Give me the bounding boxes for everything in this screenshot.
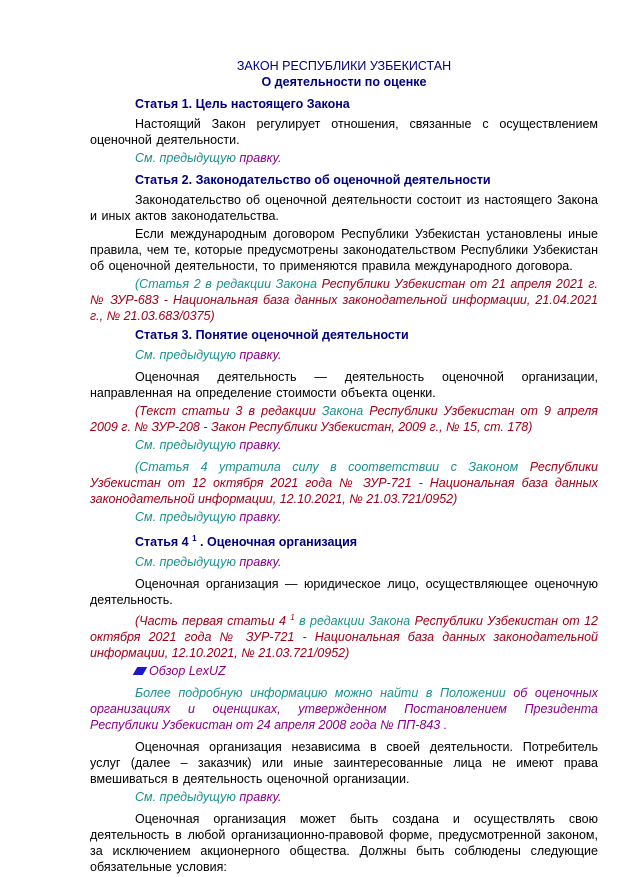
note-text: Республики Узбекистан от 21 апреля 2021 г. № ЗУР-683 - Национальная база данных законодательной информации, 21.04.2021 г., № 21.03.683/0375) xyxy=(90,277,598,323)
prev-edit-link[interactable]: правку. xyxy=(239,348,282,362)
see-label: См. предыдущую xyxy=(135,790,236,805)
see-label: См. предыдущую xyxy=(135,555,236,570)
article-3-edit-note xyxy=(90,403,598,435)
article-4-repeal-note xyxy=(90,459,598,507)
see-label: См. предыдущую xyxy=(135,348,236,362)
note-text: Республики Узбекистан от 12 октября 2021 года № ЗУР-721 - Национальная база данных законодательной информации, 12.10.2021, № 21.03.721/0952) xyxy=(90,614,598,661)
article-4-1-edit-note xyxy=(90,610,598,661)
lexuz-review-link[interactable] xyxy=(90,663,598,679)
see-label: См. предыдущую xyxy=(135,151,236,165)
law-link[interactable]: Закона xyxy=(315,404,364,418)
prev-edit-link[interactable]: правку. xyxy=(239,790,282,805)
law-title: ЗАКОН РЕСПУБЛИКИ УЗБЕКИСТАН xyxy=(236,59,452,73)
heading-text: . Оценочная организация xyxy=(196,535,358,550)
see-label: См. предыдущую xyxy=(135,510,236,524)
prev-edit-link-6[interactable] xyxy=(90,789,598,805)
article-3-heading: Статья 3. Понятие оценочной деятельности xyxy=(135,328,409,342)
law-link[interactable]: в редакции Закона xyxy=(294,614,411,629)
article-4-1-text: Оценочная организация — юридическое лицо, осуществляющее оценочную деятельность. xyxy=(90,577,598,608)
info-note xyxy=(90,685,598,733)
article-4-1-p2: Оценочная организация независима в своей деятельности. Потребитель услуг (далее – заказчик) или иные заинтересованные лица не имеют права вмешиваться в деятельность оценочной организации. xyxy=(90,740,598,787)
article-2-p1: Законодательство об оценочной деятельности состоит из настоящего Закона и иных актов законодательства. xyxy=(90,193,598,223)
article-2-edit-note xyxy=(90,276,598,324)
info-text: Более подробную информацию можно найти в Положении xyxy=(135,686,506,701)
lexuz-label[interactable]: Обзор LexUZ xyxy=(149,664,226,679)
superscript: 1 xyxy=(290,613,295,623)
see-label: См. предыдущую xyxy=(135,438,236,452)
prev-edit-link-3[interactable] xyxy=(90,437,598,453)
article-4-1-heading xyxy=(90,531,598,550)
note-text: Республики Узбекистан от 9 апреля 2009 г. № ЗУР-208 - Закон Республики Узбекистан, 2009 г., № 15, ст. 178) xyxy=(90,404,598,434)
note-text: (Текст статьи 3 в редакции xyxy=(135,404,316,418)
heading-text: Статья 4 xyxy=(135,535,193,550)
article-1-text: Настоящий Закон регулирует отношения, связанные с осуществлением оценочной деятельности. xyxy=(90,117,598,147)
pencil-icon xyxy=(133,667,148,675)
prev-edit-link-4[interactable] xyxy=(90,509,598,525)
prev-edit-link[interactable]: правку. xyxy=(239,151,282,165)
article-1-heading: Статья 1. Цель настоящего Закона xyxy=(135,97,350,111)
prev-edit-link-1[interactable] xyxy=(90,150,598,166)
article-2-p2: Если международным договором Республики Узбекистан установлены иные правила, чем те, которые предусмотрены законодательством Республики Узбекистан об оценочной деятельности, то применяются правила международного договора. xyxy=(90,227,598,273)
note-text: Республики Узбекистан от 12 октября 2021 года № ЗУР-721 - Национальная база данных законодательной информации, 12.10.2021, № 21.03.721/0952) xyxy=(90,460,598,506)
prev-edit-link-5[interactable] xyxy=(90,554,598,570)
law-subtitle: О деятельности по оценке xyxy=(261,75,427,89)
superscript: 1 xyxy=(192,534,197,543)
law-link[interactable]: (Статья 4 утратила силу в соответствии с Законом xyxy=(135,460,519,474)
regulation-link[interactable]: об оценочных организациях и оценщиках, утвержденном Постановлением Президента Республики Узбекистан от 24 апреля 2008 года № ПП-843 . xyxy=(90,686,598,733)
article-3-text: Оценочная деятельность — деятельность оценочной организации, направленная на определение стоимости объекта оценки. xyxy=(90,370,598,400)
law-document xyxy=(90,58,598,877)
article-4-1-p3: Оценочная организация может быть создана и осуществлять свою деятельность в любой организационно-правовой форме, предусмотренной законом, за исключением акционерного общества. Должны быть соблюдены следующие обязательные условия: xyxy=(90,812,598,875)
prev-edit-link[interactable]: правку. xyxy=(239,438,282,452)
prev-edit-link-2[interactable] xyxy=(90,347,598,363)
note-text: (Часть первая статьи 4 xyxy=(135,614,291,629)
prev-edit-link[interactable]: правку. xyxy=(239,510,282,524)
article-2-heading: Статья 2. Законодательство об оценочной деятельности xyxy=(135,173,491,187)
law-link[interactable]: (Статья 2 в редакции Закона xyxy=(135,277,317,291)
prev-edit-link[interactable]: правку. xyxy=(239,555,282,570)
